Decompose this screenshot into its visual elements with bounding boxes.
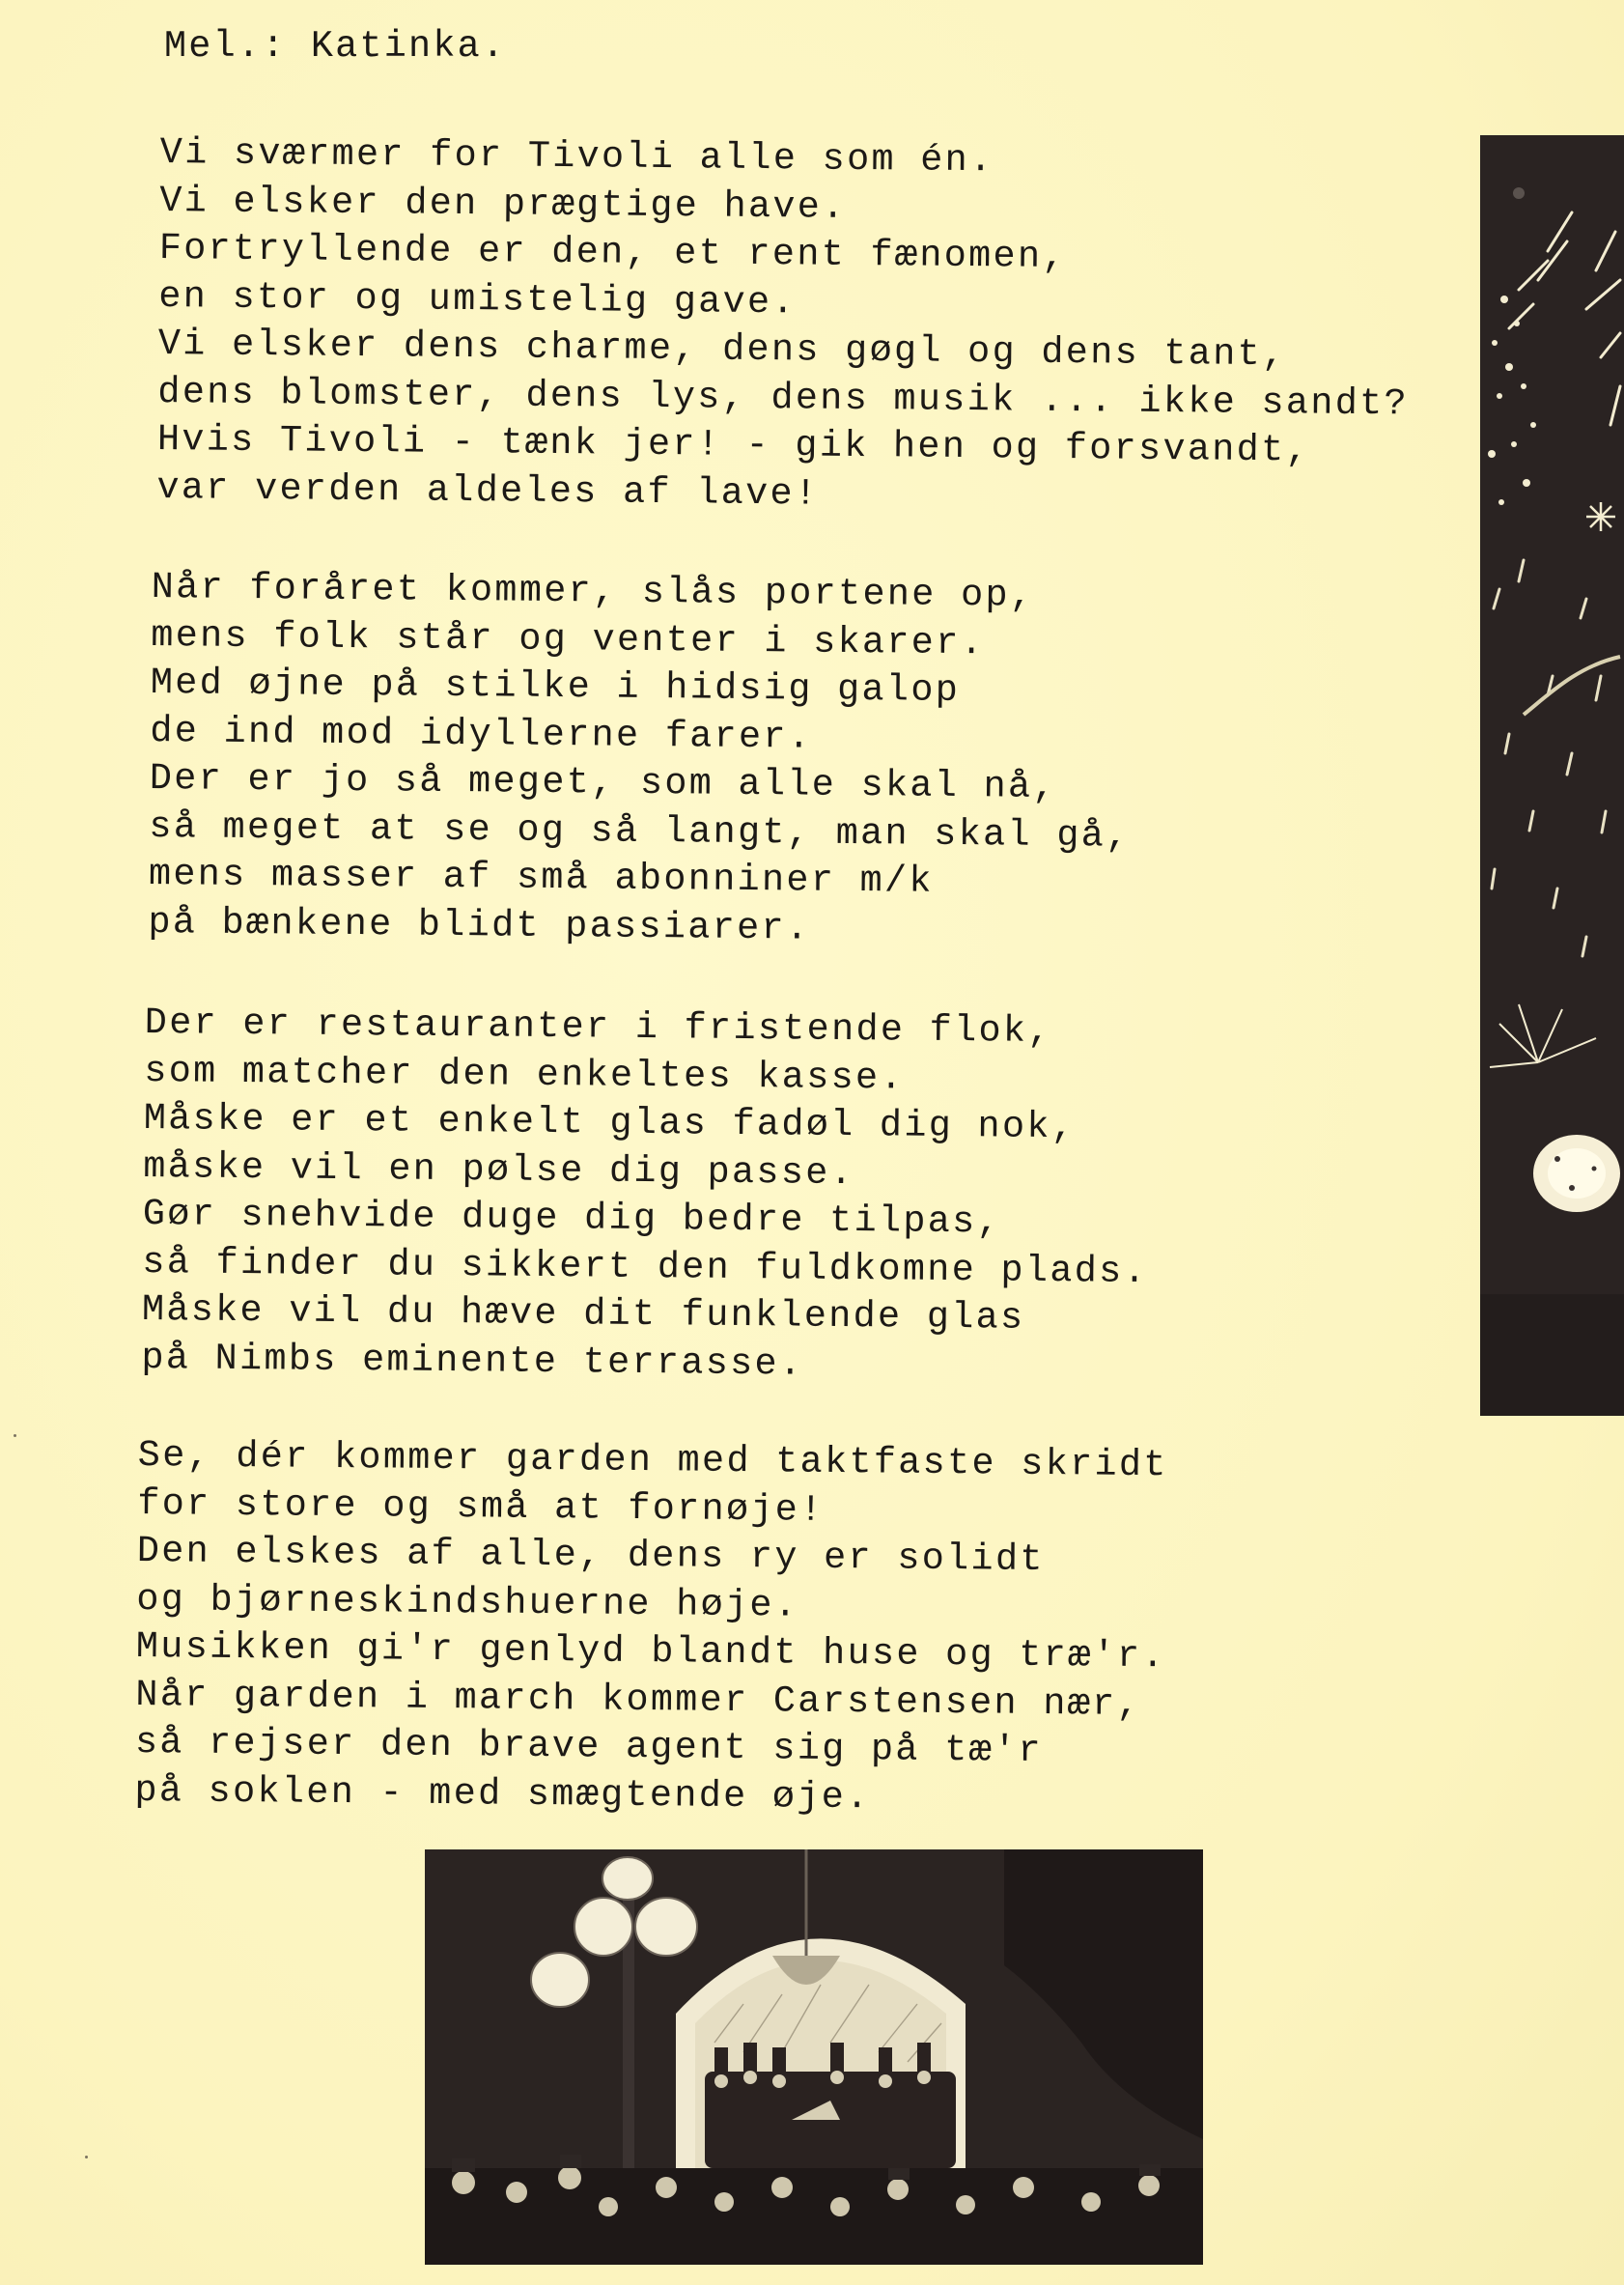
stanza-3 <box>141 1000 1150 1392</box>
stanza-line: så finder du sikkert den fuldkomne plads. <box>142 1240 1149 1293</box>
fireworks-illustration-icon <box>1480 135 1624 1416</box>
stanza-line: måske vil en pølse dig passe. <box>143 1144 855 1195</box>
stanza-line: Når garden i march kommer Carstensen nær, <box>135 1673 1142 1726</box>
stanza-line: mens folk står og venter i skarer. <box>151 613 986 664</box>
stanza-2 <box>148 564 1133 956</box>
stanza-line: Når foråret kommer, slås portene op, <box>151 565 1035 617</box>
stanza-line: de ind mod idyllerne farer. <box>150 709 813 759</box>
stanza-line: Der er jo så meget, som alle skal nå, <box>149 756 1057 809</box>
stanza-line: var verden aldeles af lave! <box>156 465 820 516</box>
stanza-line: dens blomster, dens lys, dens musik ... ikke sandt? <box>157 370 1410 425</box>
stanza-line: Den elskes af alle, dens ry er solidt <box>136 1529 1045 1582</box>
stanza-line: Måske er et enkelt glas fadøl dig nok, <box>143 1096 1077 1149</box>
stanza-line: Med øjne på stilke i hidsig galop <box>150 661 961 713</box>
paper-speck <box>85 2156 88 2158</box>
stanza-line: så meget at se og så langt, man skal gå, <box>149 804 1131 858</box>
stanza-line: på Nimbs eminente terrasse. <box>141 1336 804 1386</box>
stanza-4 <box>134 1432 1168 1824</box>
stanza-line: for store og små at fornøje! <box>137 1481 825 1532</box>
stanza-1 <box>156 129 1411 523</box>
stanza-line: Musikken gi'r genlyd blandt huse og træ'r. <box>135 1624 1166 1678</box>
stanza-line: Vi elsker den prægtige have. <box>159 179 847 229</box>
stanza-line: så rejser den brave agent sig på tæ'r <box>134 1720 1044 1773</box>
stanza-line: Gør snehvide duge dig bedre tilpas, <box>142 1192 1002 1244</box>
stanza-line: mens masser af små abonniner m/k <box>148 852 935 903</box>
stanza-line: Fortryllende er den, et rent fænomen, <box>158 226 1067 279</box>
stanza-line: en stor og umistelig gave. <box>158 274 798 324</box>
stanza-line: på bænkene blidt passiarer. <box>148 900 811 950</box>
paper-speck <box>14 1434 16 1437</box>
stanza-line: Måske vil du hæve dit funklende glas <box>141 1287 1025 1340</box>
stanza-line: Se, dér kommer garden med taktfaste skridt <box>137 1433 1168 1487</box>
stanza-line: som matcher den enkeltes kasse. <box>144 1049 906 1100</box>
stanza-line: Vi sværmer for Tivoli alle som én. <box>159 130 994 183</box>
stanza-line: Der er restauranter i fristende flok, <box>144 1001 1052 1054</box>
stanza-line: Vi elsker dens charme, dens gøgl og dens tant, <box>157 322 1287 377</box>
melody-label: Mel.: Katinka. <box>164 25 507 68</box>
stanza-line: Hvis Tivoli - tænk jer! - gik hen og forsvandt, <box>156 417 1311 472</box>
bandstand-illustration-icon <box>425 1849 1203 2265</box>
stanza-line: og bjørneskindshuerne høje. <box>136 1577 799 1627</box>
stanza-line: på soklen - med smægtende øje. <box>134 1768 871 1819</box>
